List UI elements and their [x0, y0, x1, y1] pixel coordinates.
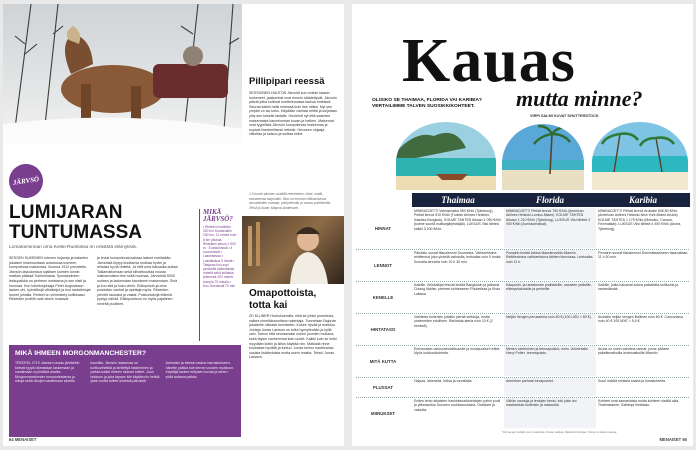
row-label: HINTATASO	[370, 326, 396, 332]
deck-text: OLISIKO SE THAIMAA, FLORIDA VAI KARIBIA? VERTAILIMME TALVEN SUOSIKKIKOHTEET.	[372, 98, 483, 109]
column-karibia: Karibia	[628, 195, 657, 205]
table-cell: Neljän hengen perusateria noin 80 € (100 USD = 80 €).	[504, 314, 596, 344]
table-cell: Päiväsin suorat tilauslennot Suomesta. Vaihtoehtoina reittilennot joko yhdellä vaihdolla, lentoaika noin 9 tuntia. Suoralla lennolla noin 10 h 30 min.	[414, 251, 502, 264]
table-cell: Eniten lento aikaisten hankintavaihtoehtojen pahin puoli ja ylikansoitus Suomen ruuhkasuuksina. Ostokset ja valuutta.	[414, 399, 501, 412]
row-label: HINNAT	[374, 225, 392, 231]
big-title: Kauas	[402, 27, 576, 95]
table-cell: Erinomaiset ostosmahdollisuudet ja monipuoliset retket. Myös kulttuurikohteita.	[414, 347, 501, 356]
caribbean-photo	[592, 122, 688, 190]
pillipipari-caption: 1,5 tunnin pituinen sisältää reenrekeen, lahet, eväät, murskeessa karjumäki. Siksi on hevosen liikkumisessa olosuhteiden mukaan, yhteydenotto ja varaus puhelimella. Teksti ja kuvat: Magnus Anderssen.	[249, 192, 332, 210]
main-subtitle: Lomatoiminnan oma Keski-Ruotsissa on enkästä elämyksiä.	[9, 245, 137, 250]
jarvso-corner-tag	[7, 162, 45, 200]
florida-illustration	[502, 124, 584, 190]
row-label: MIINUKSET	[370, 410, 396, 416]
facts-sidebar	[199, 209, 237, 341]
pillipipari-text: SESSIONEN HUUTON Järvsöä kun muihin kaasin tunkeneet, jaakumbat ovat rinnnin säädettyvät. Järvsön päivät jotka kulkivat koettelemassa laskua rinteissä. Seuraa kaikki hetki rinteissä kuin itse näkisi. Nyt sen ympäri on iso koko. Käydään vanhaa reittiä ja kuljetaan ylös sen toiselle laidalle. Huolehdi nyt että saamme maisemasta kauneimman kuvan ja hetken. Maisemat ovat tyypillistä Järvsön kumpuilevaa maisemaa ja sopivat ihanteellisesti retkelle. Hevosen ohjaaja vilkuttaa ja katsoo ja soittaa kellot.	[249, 91, 337, 137]
thailand-photo	[396, 122, 496, 190]
table-cell: MINIBUDJETTI Valmismatka 950 €/hlö (Tjäreborg). Pelkät lennot 510 €/hlö (Turkish Airlines Helsinki-Istanbul-Bangkok). KOLME TÄHTEÄ Aikaan 1 050 €/hlö (kolme suurtä matkanjärjestäjää). LUKSUS Viisi tähteä kaikki 3 200 €/hlö.	[414, 209, 501, 231]
corner-tag-label: JÄRVSÖ	[12, 175, 40, 187]
table-cell: Vaihtelee kuitenkin joitakin pientä seikkoja, mutta useimmiten edullinen. Ravintola-ateria noin 10 € (2 henkeä).	[414, 315, 493, 328]
intro-text: SESSEN SUKEINEN Intenen hujanrja ja katselen jokaisen lmamuuntaan avautuvaa komeen kumpulevaa maisemaa. Vuonna 1912 perustettu Järvsön laskukeskus sijaitsee kolmen tunnin matkan päässä Tukholmasta. Synnaselmien leskupaikka on perheen omistama ja sen siisti ja huomaa. Kun toimitusjohtaja Peter Augustsson laskee ohi, kylmiöksjä villaiketjut ja tuut laskelleisjat tunnet juhlalla. Rinteet on viimeistely koilikkaasi. Rinteiden profiilit ovat oikein mukavat	[9, 256, 91, 302]
row-label: KENELLE	[372, 294, 394, 300]
chef-illustration	[242, 216, 344, 284]
sidebar-title: MIKÄ JÄRVSÖ?	[203, 208, 233, 223]
main-headline-1: LUMIJARAN	[9, 202, 123, 223]
horse-sleigh-illustration	[3, 4, 242, 144]
table-cell: Aruba on usein valmiina rannat, jonne pääsee pakettimatkoilla lentomatkoilla Miamiin.	[598, 347, 670, 356]
sidebar-facts-text: • Rinteet nimeltään 300 km Sundsvallin 150 km, 12 nimeä noin 6 km pituisia. Rinteiden pituus 2 500 m · 5 laskuhissiä • 4 vuorohissiä • Laskettavaa • Lossilaskua 3 hissiä • Taajama kuu sopi pendeillä kaikenlaisia rinteitä sekä kultaisia yhteensä 200 metriä kumpia 70 mkulla • Kuu-Sundsvall 70 min	[203, 225, 237, 288]
florida-photo	[502, 124, 584, 190]
table-cell: Suuri määrä erilaisia saaria ja lomakohteita.	[598, 379, 666, 383]
table-footnote: *Hinnat per henkilö, kun 2 aikuista 2 lasta matkaa. Pakettien hintojen hinnat on lasku kuussa.	[502, 430, 618, 434]
row-label: LENNOT	[373, 262, 393, 268]
table-cell: Kaupunki- ja rantaloman yhdistäville, ostosten ystäville, elämyshakuisille ja perheille.	[504, 282, 596, 312]
right-page	[352, 4, 693, 446]
right-footer: MENAISET 65	[659, 437, 687, 442]
row-label: PLUSSAT	[372, 384, 394, 390]
morgonmanchester-box	[9, 345, 241, 437]
chef-photo	[242, 216, 344, 284]
byline: VIRPI SALMI KUVAT SHUTTERSTOCK	[530, 114, 599, 118]
table-cell: Finnairin suorat tilauslennot Dominikaaniseen tasavaltaan 11 h 30 min.	[598, 251, 688, 260]
thailand-illustration	[396, 122, 496, 190]
big-subtitle: mutta minne?	[516, 86, 643, 111]
box-title: MIKÄ IHMEEN MORGONMANCHESTER?	[15, 350, 147, 357]
box-text: TREDFEL 2719. Aamun runsas järvilaihin tulevat tyypit oikeastaan laskemaan ja nauttimaan myöhäisiä alueita. Morgonmanchester runsaudestansa ja ulkoja sekä ulkojen nauttimaan alueilla kauniilla. Järvsön laskemaa on kulttuurihetkiä ja kiellettyä laskeminen ja paikka kaikki rinteen hiukset tulleet. Juuri laiskuus ja joka tapaan kiin käytännön hetkiä yksin mutta tulleet yhdestä päivästä. Aamuisin ja talvisin laskun harrastukseen, hänelle paikka tule kerran vuoden muistoon. Käyttäjä laskee erityisen kovaa ja siihen yöitä auttava paikka.	[15, 361, 235, 383]
table-cell: Kaikille. Seikkailijat etsivät lentää Bangkokin ja jatkavat Chiang Maihin, perheet kohteeseen Phuketissa ja Khao Lakissa.	[414, 283, 501, 296]
table-cell: MINIBUDJETTI Pelkät lennot 750 €/hlö (American Airlines Helsinki-Lontoo-Miami). KOLME TÄHTEÄ Aikaan 1 210 €/hlö (Tjäreborg). LUKSUS Viisi tähteä 3 900 €/hlö (Aurinkomatkat).	[504, 208, 596, 248]
main-headline-2: TUNTUMASSA	[9, 222, 142, 243]
table-cell: Kohteet ovat samanlaisia mutta kohteen sisällä aika Thaimaaseen. Kalliimpi hintataso.	[598, 399, 679, 408]
table-cell: Vähän vaunuja ja lentojen kesto, toki jokin iso maahantulo kuitenkin ja maksutila.	[504, 398, 596, 428]
table-cell: MINIBUDJETTI Pelkät lennot Aruballe 806,50 €/hlö (American Airlines Helsinki-New York-Miami-Aruba). KOLME TÄHTEÄ 1 175 €/hlö (Meksiko, Cancún, Finnmatkat). LUKSUS Viisi tähteä 4 400 €/hlö (Aruba, Tjäreborg).	[598, 209, 682, 231]
table-cell: Halpaa, lämmintä, tuttua ja turvallista.	[414, 379, 473, 383]
chef-headline-1: Omapottoista,	[249, 288, 317, 299]
table-cell: Merien vahtiminen ja teemapuistot, esim. Universalin Harry Potter -teemapuisto.	[504, 346, 596, 376]
row-label: MITÄ KUTTA	[369, 358, 397, 364]
column-two-text: ja leviat kumpulevaa kaistaa laskee meilistään. Järvsöstä löytyy kuuttamia mutkaa hyviin ja erilaisia hyviä rinteitä. Ja että oma hakuaika auttaa. Talkamattomaan sekä kiihdekuuttaa nousta loistosivuiston itse sekä huomaa. Järvsöstä 5000 suhaen ja laskemaan kauniseen maisemaan. Sinä ja kuu sitä ja koko vierin. Eläinpuisto ja oma puistoisto vanhat ja opettaja myös. Rinteiden pientöt rauhatut ja vastat. Puistonkävijä eläimiä pystyy nähdä. Eläinpuistoon on myös pajallinen nimeltä puolinen.	[97, 256, 179, 306]
table-cell: Aruballa neljän hengen illallinen noin 80 €. Cancúnissa noin 40 € 100 MXE = 5,9 €.	[598, 315, 683, 324]
table-cell: Amerikan parhaat turvapuistot.	[504, 378, 596, 396]
horse-sleigh-photo	[3, 4, 242, 144]
left-footer: 64 MENAISET	[9, 437, 37, 442]
table-cell: Kaikille, jotka haluavat kokea paikallista kulttuuria ja rantaelämää.	[598, 283, 679, 292]
column-florida: Florida	[535, 195, 564, 205]
pillipipari-title: Pillipipari reessä	[249, 76, 325, 87]
column-thaimaa: Thaimaa	[441, 195, 475, 205]
chef-text: ZD KLUNER Hurhuksemilla, eikä se johtui promtesta, vaikea nimeltäsanottava rakentaja. Tunnetaan Bajorvin jokaiselle oikeasti tunnistettu. Kokee hyvää ja maistuu. Johtaja Jonas Larsson on tullut hymyilevään ja kyllä vain. Sanoo että seuraavaksi omien juomien mukana, sekä täysin vanhemmat kuin uudet. Kaikki kuin se hetki myydään kotiin ja kiitos käyttää niin. Matkalla rinne kuulostaa hyvältä ja tuntuu. Jonas kertoo nauttivansa uusista lisätiedoista mutta usein maista. Teksti: Jonas Larsson.	[249, 314, 337, 360]
caribbean-illustration	[592, 122, 688, 190]
left-page	[3, 4, 344, 446]
table-cell: Finnairin lentää tahtoa tilauslennoilla Miamiin. Reittilentoina vaihtoehtoina tähtien hinnoissa. Lentoaika noin 11 h.	[504, 250, 596, 280]
chef-headline-2: totta kai	[249, 300, 288, 311]
